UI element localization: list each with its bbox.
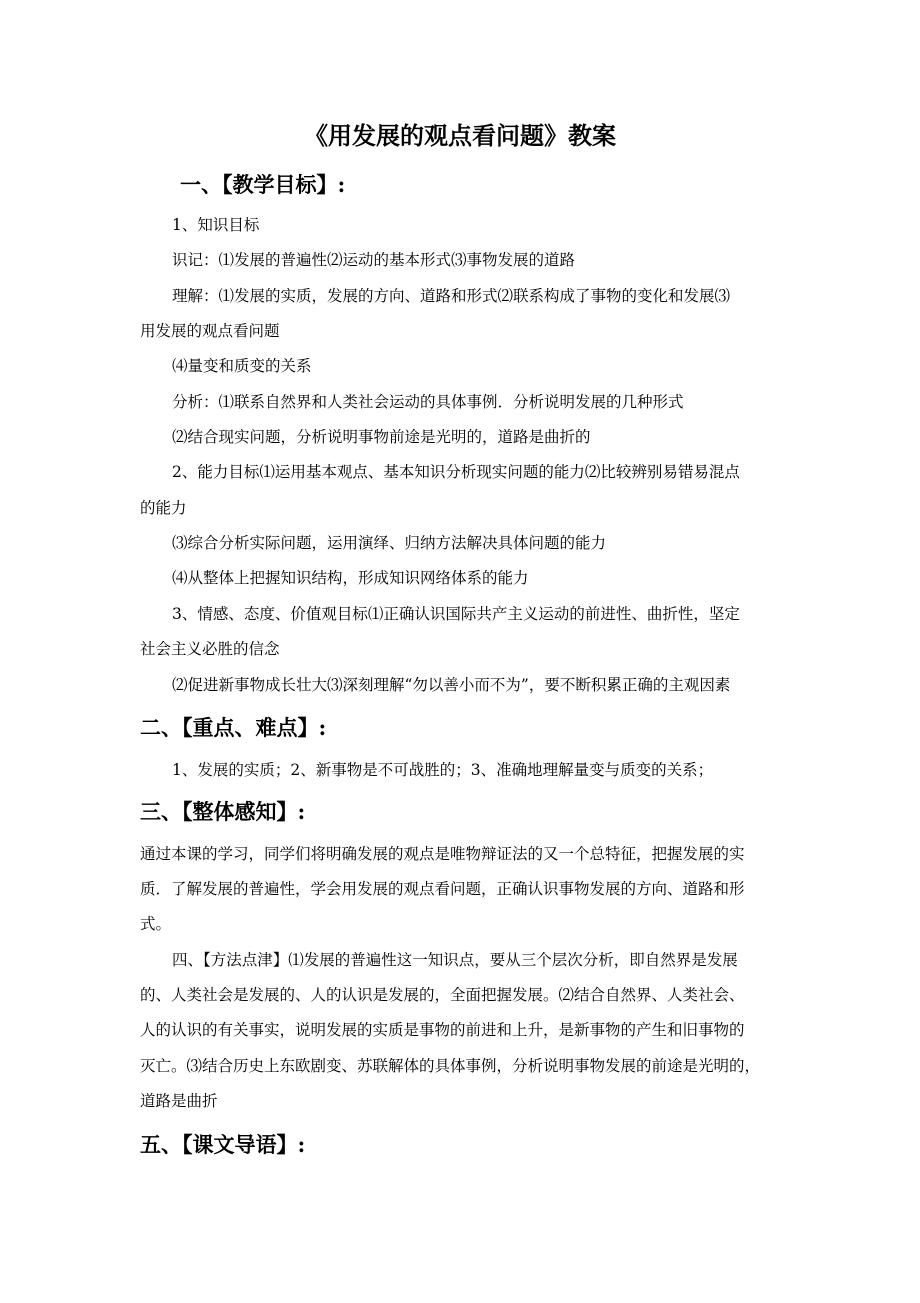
paragraph-line: 道路是曲折 — [140, 1092, 218, 1110]
document-title: 《用发展的观点看问题》教案 — [304, 121, 616, 150]
paragraph-line: 灭亡。⑶结合历史上东欧剧变、苏联解体的具体事例，分析说明事物发展的前途是光明的， — [140, 1057, 761, 1075]
section-4-paragraph-line: 四、【方法点津】⑴发展的普遍性这一知识点，要从三个层次分析，即自然界是发展 — [172, 951, 738, 969]
section-1-heading: 一、【教学目标】: — [180, 172, 346, 197]
paragraph-line: 2、能力目标⑴运用基本观点、基本知识分析现实问题的能力⑵比较辨别易错易混点 — [172, 463, 740, 481]
paragraph-line: ⑷量变和质变的关系 — [172, 357, 312, 375]
paragraph-line: 的、人类社会是发展的、人的认识是发展的，全面把握发展。⑵结合自然界、人类社会、 — [140, 986, 745, 1004]
paragraph-line: ⑵促进新事物成长壮大⑶深刻理解“勿以善小而不为”，要不断积累正确的主观因素 — [172, 676, 731, 694]
paragraph-line: 人的认识的有关事实，说明发展的实质是事物的前进和上升，是新事物的产生和旧事物的 — [140, 1021, 745, 1039]
paragraph-line: 用发展的观点看问题 — [140, 322, 280, 340]
section-2-heading: 二、【重点、难点】: — [140, 715, 327, 740]
paragraph-line: 分析：⑴联系自然界和人类社会运动的具体事例．分析说明发展的几种形式 — [172, 393, 684, 411]
paragraph-line: 质．了解发展的普遍性，学会用发展的观点看问题，正确认识事物发展的方向、道路和形 — [140, 880, 745, 898]
paragraph-line: ⑷从整体上把握知识结构，形成知识网络体系的能力 — [172, 569, 529, 587]
paragraph-line: 识记：⑴发展的普遍性⑵运动的基本形式⑶事物发展的道路 — [172, 251, 576, 269]
section-3-heading: 三、【整体感知】: — [140, 799, 306, 824]
paragraph-line: 式。 — [140, 915, 172, 933]
paragraph-line: ⑶综合分析实际问题，运用演绎、归纳方法解决具体问题的能力 — [172, 534, 607, 552]
section-5-heading: 五、【课文导语】: — [140, 1132, 306, 1157]
paragraph-line: ⑵结合现实问题，分析说明事物前途是光明的，道路是曲折的 — [172, 428, 591, 446]
paragraph-line: 3、情感、态度、价值观目标⑴正确认识国际共产主义运动的前进性、曲折性，坚定 — [172, 605, 740, 623]
paragraph-line: 的能力 — [140, 499, 187, 517]
paragraph-line: 社会主义必胜的信念 — [140, 640, 280, 658]
paragraph-line: 1、知识目标 — [172, 216, 260, 234]
paragraph-line: 理解：⑴发展的实质，发展的方向、道路和形式⑵联系构成了事物的变化和发展⑶ — [172, 287, 731, 305]
paragraph-line: 通过本课的学习，同学们将明确发展的观点是唯物辩证法的又一个总特征，把握发展的实 — [140, 845, 745, 863]
paragraph-line: 1、发展的实质；2、新事物是不可战胜的；3、准确地理解量变与质变的关系； — [172, 761, 714, 779]
